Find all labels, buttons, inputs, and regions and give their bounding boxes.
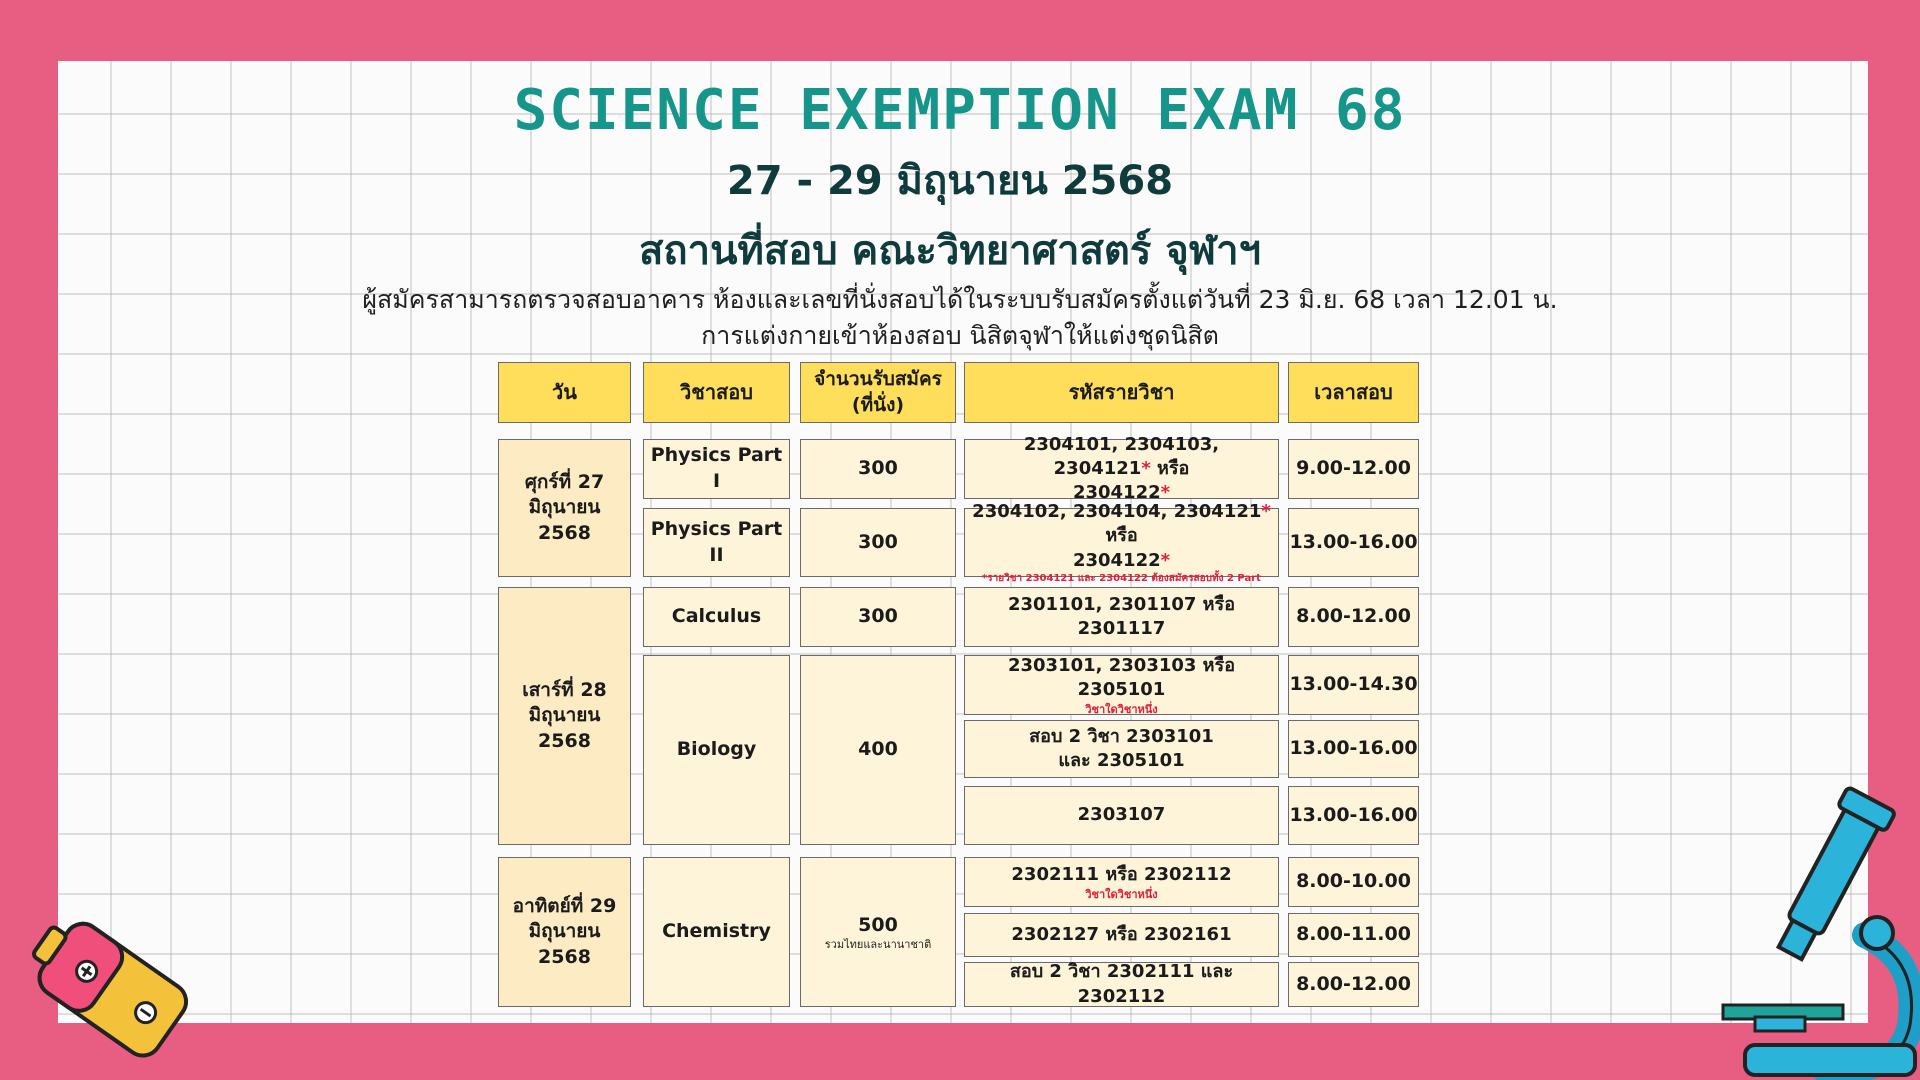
asterisk-mark: * [1160,549,1171,571]
time-physics-part-2: 13.00-16.00 [1288,508,1419,577]
code-chemistry-3: สอบ 2 วิชา 2302111 และ 2302112 [964,962,1279,1007]
code-physics-part-1 [964,433,1279,504]
code-chemistry-1-text: 2302111 หรือ 2302112 [1011,864,1232,886]
code-calculus: 2301101, 2301107 หรือ 2301117 [964,587,1279,647]
code-chemistry-2: 2302127 หรือ 2302161 [964,913,1279,957]
code-phy1-or: หรือ [1150,457,1190,479]
code-biology-1-text: 2303101, 2303103 หรือ 2305101 [1007,655,1236,701]
dress-code-note: การแต่งกายเข้าห้องสอบ นิสิตจุฬาให้แต่งชุดนิสิต [701,321,1219,350]
time-physics-part-1: 9.00-12.00 [1288,439,1419,499]
day-sunday: อาทิตย์ที่ 29 มิถุนายน 2568 [498,857,631,1007]
header-time: เวลาสอบ [1288,362,1419,423]
seats-chemistry-note: รวมไทยและนานาชาติ [824,937,932,951]
time-biology-3: 13.00-16.00 [1288,786,1419,845]
time-chemistry-3: 8.00-12.00 [1288,962,1419,1007]
time-calculus: 8.00-12.00 [1288,587,1419,647]
day-friday: ศุกร์ที่ 27 มิถุนายน 2568 [498,439,631,577]
code-physics-part-2 [964,501,1279,584]
code-phy1-alt: 2304122 [1072,482,1161,504]
asterisk-mark: * [1160,482,1171,504]
code-phy2-alt: 2304122 [1072,549,1161,571]
header-course-code: รหัสรายวิชา [964,362,1279,423]
day-saturday: เสาร์ที่ 28 มิถุนายน 2568 [498,587,631,845]
seats-physics-part-2: 300 [800,508,956,577]
time-chemistry-1: 8.00-10.00 [1288,857,1419,907]
code-chemistry-1 [964,857,1279,907]
header-seats: จำนวนรับสมัคร (ที่นั่ง) [800,362,956,423]
seats-chemistry [800,857,956,1007]
physics-note: *รายวิชา 2304121 และ 2304122 ต้องสมัครสอบทั้ง 2 Part [982,572,1261,584]
code-biology-3: 2303107 [964,786,1279,845]
subject-biology: Biology [643,655,790,845]
seats-biology: 400 [800,655,956,845]
seats-physics-part-1: 300 [800,439,956,499]
seats-chemistry-value: 500 [858,914,898,937]
battery-icon [8,905,198,1080]
time-biology-1: 13.00-14.30 [1288,655,1419,715]
code-physics-part-2-line2 [1073,549,1170,573]
asterisk-mark: * [1261,501,1271,523]
subject-physics-part-1: Physics Part I [643,439,790,499]
code-phy2-list: 2304102, 2304104, 2304121 [972,501,1262,523]
exam-dates: 27 - 29 มิถุนายน 2568 [726,158,1174,204]
time-biology-2: 13.00-16.00 [1288,720,1419,778]
header-subject: วิชาสอบ [643,362,790,423]
code-biology-2: สอบ 2 วิชา 2303101 และ 2305101 [964,720,1279,778]
page-title: SCIENCE EXEMPTION EXAM 68 [513,78,1407,143]
code-chemistry-1-note: วิชาใดวิชาหนึ่ง [1085,887,1158,901]
subject-chemistry: Chemistry [643,857,790,1007]
subject-physics-part-2: Physics Part II [643,508,790,577]
exam-venue: สถานที่สอบ คณะวิทยาศาสตร์ จุฬาฯ [639,228,1261,274]
microscope-icon [1715,785,1920,1080]
code-biology-1-note: วิชาใดวิชาหนึ่ง [1085,702,1158,716]
seats-calculus: 300 [800,587,956,647]
code-physics-part-1-line1 [973,433,1270,482]
asterisk-mark: * [1141,457,1151,479]
code-biology-1 [964,655,1279,715]
header-day: วัน [498,362,631,423]
code-phy1-list: 2304101, 2304103, 2304121 [1023,433,1220,479]
code-physics-part-2-line1 [971,500,1272,549]
time-chemistry-2: 8.00-11.00 [1288,913,1419,957]
code-phy2-or: หรือ [1105,525,1138,547]
seat-check-note: ผู้สมัครสามารถตรวจสอบอาคาร ห้องและเลขที่นั่งสอบได้ในระบบรับสมัครตั้งแต่วันที่ 23 มิ.ย. 68 เวลา 12.01 น. [362,285,1558,314]
subject-calculus: Calculus [643,587,790,647]
